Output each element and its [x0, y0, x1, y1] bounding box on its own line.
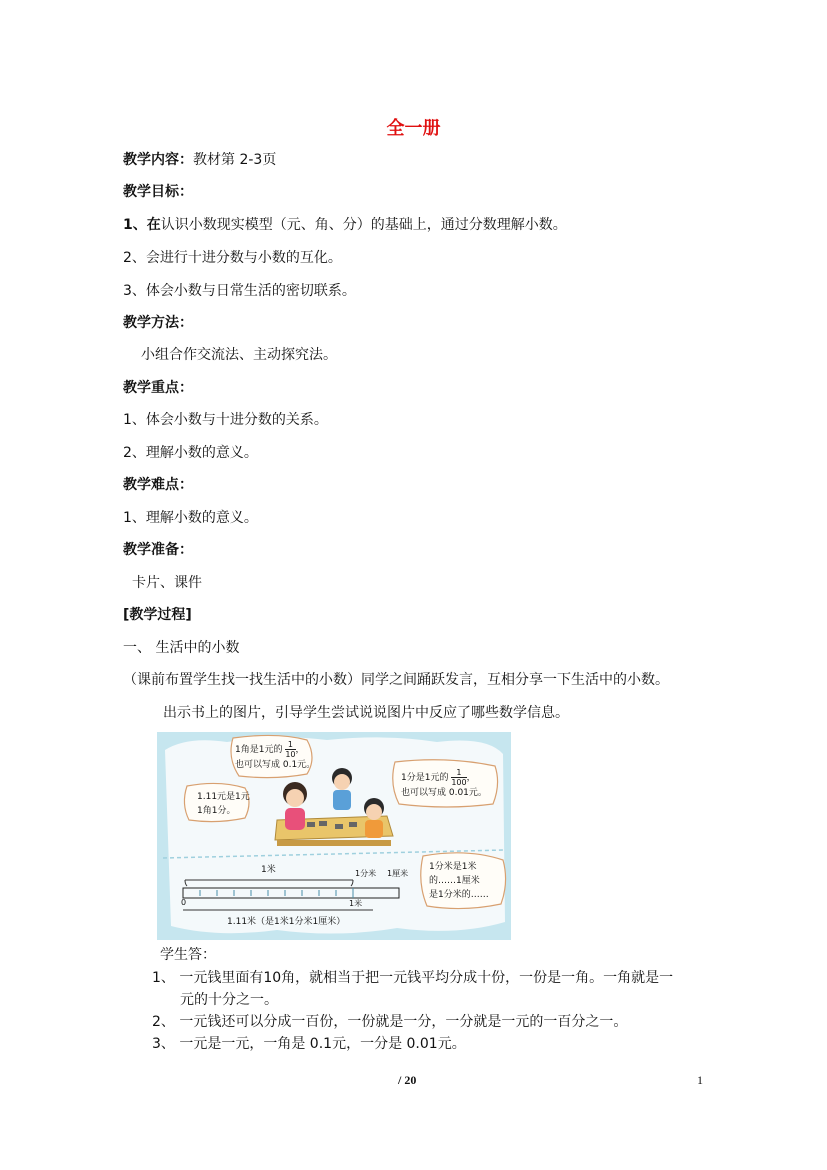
bubble-4-line-3: 是1分米的……: [429, 890, 489, 900]
boy2-face: [366, 804, 382, 820]
content-label: 教学内容：: [123, 152, 193, 168]
section-1-heading: 一、 生活中的小数: [123, 640, 240, 656]
bubble-1-text: [235, 740, 315, 772]
bubble-2-line-2: 也可以写成 0.01元。: [401, 788, 487, 798]
bubble-3-text: [197, 790, 250, 818]
answer-1-line-2: 元的十分之一。: [180, 992, 278, 1008]
method-text: 小组合作交流法、主动探究法。: [141, 347, 337, 363]
girl-face: [286, 789, 304, 807]
key-heading: 教学重点：: [123, 380, 193, 396]
page-title: 全一册: [386, 118, 441, 139]
ruler-centimeter-label: 1厘米: [387, 869, 409, 878]
bubble-1-line-2: 也可以写成 0.1元。: [235, 760, 316, 770]
bubble-2-denominator: 100: [451, 778, 467, 787]
difficulty-heading: 教学难点：: [123, 477, 193, 493]
goals-heading: 教学目标：: [123, 184, 193, 200]
bubble-4-line-2: 的……1厘米: [429, 876, 480, 886]
bubble-2-numerator: 1: [451, 768, 466, 778]
bubble-2-fraction: [451, 768, 466, 787]
ruler-meter-mark: 1米: [349, 899, 363, 908]
coin-2: [319, 821, 327, 826]
key-2: 2、理解小数的意义。: [123, 445, 258, 461]
answer-1-line-1: 1、 一元钱里面有10角，就相当于把一元钱平均分成十份，一份是一角。一角就是一: [152, 970, 674, 986]
ruler-decimeter-label: 1分米: [355, 869, 377, 878]
page-total: / 20: [398, 1073, 417, 1087]
content-line: [123, 150, 276, 170]
key-1: 1、体会小数与十进分数的关系。: [123, 412, 328, 428]
paragraph-2: 出示书上的图片，引导学生尝试说说图片中反应了哪些数学信息。: [163, 705, 569, 721]
table-edge: [277, 840, 391, 846]
answer-2: 2、 一元钱还可以分成一百份，一份就是一分，一分就是一元的一百分之一。: [152, 1014, 628, 1030]
bubble-1-fraction: [285, 740, 295, 759]
page-number: 1: [697, 1073, 703, 1087]
coin-1: [307, 822, 315, 827]
textbook-illustration: [157, 732, 511, 940]
prep-text: 卡片、课件: [132, 575, 202, 591]
bubble-2-line-1: 1分是1元的: [401, 773, 449, 783]
method-heading: 教学方法：: [123, 315, 193, 331]
boy1-shirt: [333, 790, 351, 810]
difficulty-1: 1、理解小数的意义。: [123, 510, 258, 526]
paragraph-1: （课前布置学生找一找生活中的小数）同学之间踊跃发言，互相分享一下生活中的小数。: [123, 672, 669, 688]
goal-1: [123, 215, 567, 235]
ruler-caption: 1.11米（是1米1分米1厘米）: [227, 917, 346, 927]
bubble-3-line-2: 1角1分。: [197, 806, 236, 816]
goal-1-number: 1、在: [123, 217, 161, 233]
bubble-3-line-1: 1.11元是1元: [197, 792, 250, 802]
bubble-1-line-1: 1角是1元的: [235, 745, 283, 755]
content-text: 教材第 2-3页: [193, 152, 277, 168]
bubble-2-text: [401, 768, 487, 800]
prep-heading: 教学准备：: [123, 542, 193, 558]
ruler-zero-label: 0: [181, 898, 187, 907]
boy2-shirt: [365, 820, 383, 838]
answer-3: 3、 一元是一元，一角是 0.1元，一分是 0.01元。: [152, 1036, 466, 1052]
process-heading: [教学过程]: [123, 607, 192, 623]
goal-1-text: 认识小数现实模型（元、角、分）的基础上，通过分数理解小数。: [160, 217, 567, 233]
bubble-4-text: [429, 860, 489, 902]
bubble-1-denominator: 10: [285, 750, 296, 759]
girl-dress: [285, 808, 305, 830]
coin-3: [335, 824, 343, 829]
boy1-face: [334, 774, 350, 790]
ruler-top-label: 1米: [261, 865, 276, 875]
bubble-1-numerator: 1: [285, 740, 295, 750]
bubble-1-comma: ，: [295, 745, 305, 755]
answer-label: 学生答：: [160, 947, 216, 963]
bubble-2-comma: ，: [466, 773, 476, 783]
bubble-4-line-1: 1分米是1米: [429, 862, 477, 872]
coin-4: [349, 822, 357, 827]
goal-3: 3、体会小数与日常生活的密切联系。: [123, 283, 356, 299]
illustration-canvas: [157, 732, 511, 940]
goal-2: 2、会进行十进分数与小数的互化。: [123, 250, 342, 266]
